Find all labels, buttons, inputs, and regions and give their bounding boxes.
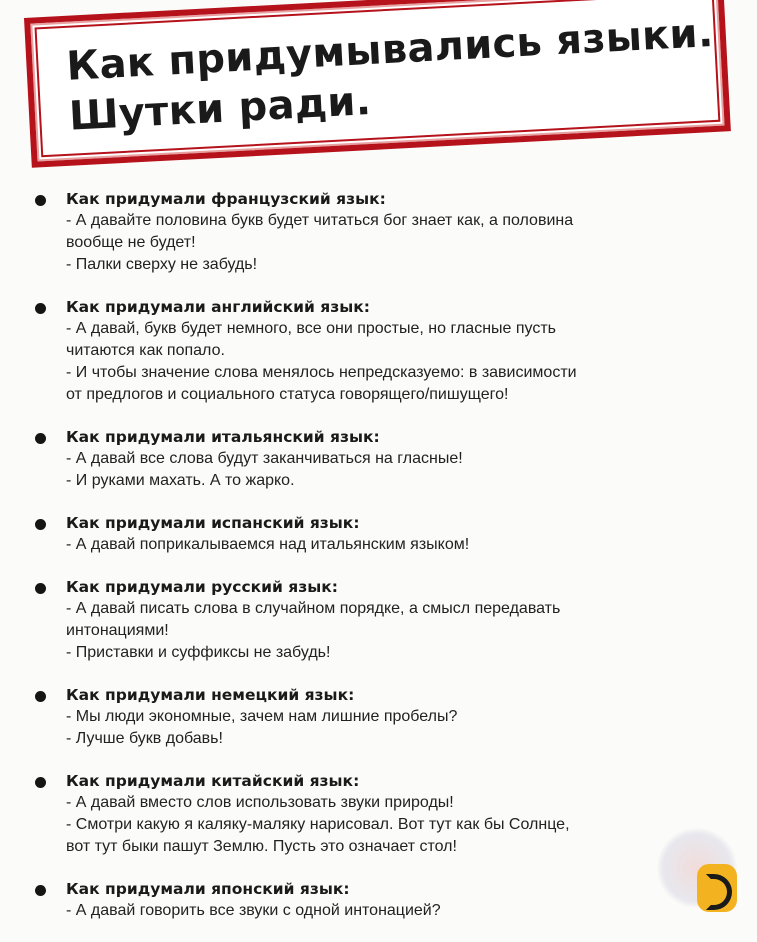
item-heading: Как придумали немецкий язык: — [66, 686, 355, 704]
item-line: - Приставки и суффиксы не забудь! — [66, 644, 331, 661]
item-line: - И чтобы значение слова менялось непредсказуемо: в зависимости — [66, 364, 577, 381]
item-line: - А давайте половина букв будет читаться бог знает как, а половина — [66, 212, 574, 229]
item-line: - А давай писать слова в случайном порядке, а смысл передавать — [66, 600, 561, 617]
item-heading: Как придумали французский язык: — [66, 190, 386, 208]
item-line: интонациями! — [66, 622, 169, 639]
bullet-icon — [35, 303, 46, 314]
item-line: - Палки сверху не забудь! — [66, 256, 258, 273]
item-heading: Как придумали испанский язык: — [66, 514, 360, 532]
list-item — [0, 770, 757, 858]
bullet-icon — [35, 885, 46, 896]
item-line: от предлогов и социального статуса говорящего/пишущего! — [66, 386, 509, 403]
list-item — [0, 426, 757, 492]
item-heading: Как придумали китайский язык: — [66, 772, 360, 790]
bullet-icon — [35, 777, 46, 788]
list-item — [0, 684, 757, 750]
title-line-2: Шутки ради. — [68, 77, 373, 140]
bullet-icon — [35, 519, 46, 530]
bullet-icon — [35, 195, 46, 206]
bullet-icon — [35, 691, 46, 702]
item-line: - Лучше букв добавь! — [66, 730, 223, 747]
title-banner — [24, 0, 731, 168]
list-item — [0, 512, 757, 556]
title-line-1: Как придумывались языки. — [65, 9, 715, 90]
joke-list — [0, 188, 757, 942]
item-line: - А давай все слова будут заканчиваться на гласные! — [66, 450, 463, 467]
item-line: вот тут быки пашут Землю. Пусть это означает стол! — [66, 838, 457, 855]
item-line: - А давай говорить все звуки с одной интонацией? — [66, 902, 441, 919]
list-item — [0, 878, 757, 922]
list-item — [0, 296, 757, 406]
item-line: - А давай поприкалываемся над итальянским языком! — [66, 536, 470, 553]
item-heading: Как придумали итальянский язык: — [66, 428, 380, 446]
item-line: - Смотри какую я каляку-маляку нарисовал. Вот тут как бы Солнце, — [66, 816, 570, 833]
bullet-icon — [35, 433, 46, 444]
bullet-icon — [35, 583, 46, 594]
item-heading: Как придумали японский язык: — [66, 880, 350, 898]
item-heading: Как придумали русский язык: — [66, 578, 338, 596]
item-line: - И руками махать. А то жарко. — [66, 472, 295, 489]
list-item — [0, 188, 757, 276]
item-line: - Мы люди экономные, зачем нам лишние пробелы? — [66, 708, 458, 725]
site-logo-icon — [697, 864, 737, 912]
item-line: - А давай вместо слов использовать звуки природы! — [66, 794, 454, 811]
item-heading: Как придумали английский язык: — [66, 298, 370, 316]
item-line: - А давай, букв будет немного, все они простые, но гласные пусть — [66, 320, 557, 337]
item-line: вообще не будет! — [66, 234, 196, 251]
list-item — [0, 576, 757, 664]
item-line: читаются как попало. — [66, 342, 225, 359]
